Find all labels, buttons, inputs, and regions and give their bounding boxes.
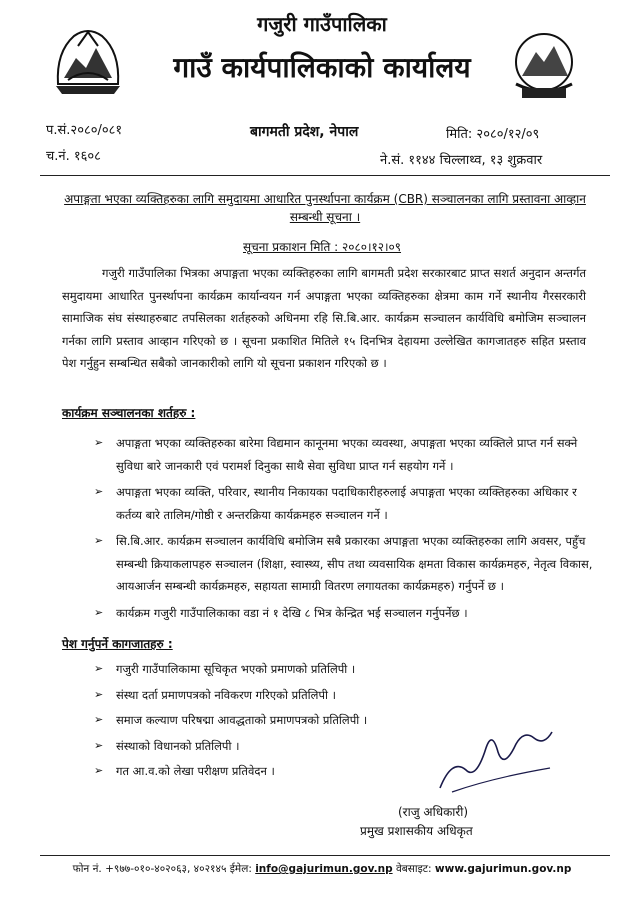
list-item: ➢ संस्था दर्ता प्रमाणपत्रको नविकरण गरिएको प्रतिलिपी । bbox=[94, 684, 494, 707]
footer-contact bbox=[0, 862, 644, 876]
header-divider bbox=[40, 175, 610, 176]
list-item: ➢ गत आ.व.को लेखा परीक्षण प्रतिवेदन । bbox=[94, 760, 494, 783]
conditions-list bbox=[94, 432, 600, 628]
arrow-bullet-icon: ➢ bbox=[94, 738, 104, 752]
arrow-bullet-icon: ➢ bbox=[94, 436, 104, 449]
signatory-name: (राजु अधिकारी) bbox=[398, 805, 469, 819]
footer-website-link[interactable]: www.gajurimun.gov.np bbox=[434, 863, 572, 875]
arrow-bullet-icon: ➢ bbox=[94, 764, 104, 777]
list-item: ➢ संस्थाको विधानको प्रतिलिपी । bbox=[94, 735, 494, 758]
list-item: ➢ गजुरी गाउँपालिकामा सूचिकृत भएको प्रमाणको प्रतिलिपी । bbox=[94, 658, 494, 681]
documents-heading: पेश गर्नुपर्ने कागजातहरु : bbox=[62, 637, 173, 651]
nepal-sambat-date: ने.सं. ११४४ चिल्लाथ्व, १३ शुक्रवार bbox=[380, 153, 543, 168]
arrow-bullet-icon: ➢ bbox=[94, 662, 104, 675]
list-item: ➢ अपाङ्गता भएका व्यक्तिहरुका बारेमा विद्यमान कानूनमा भएका व्यवस्था, अपाङ्गता भएका व्यक्तिले प्राप्त गर्न सक्ने सुविधा बारे जानकारी एवं परामर्श दिनुका साथै सेवा सुविधा प्राप्त गर्न सहयोग गर्ने । bbox=[94, 432, 600, 477]
list-item: ➢ समाज कल्याण परिषद्मा आवद्धताको प्रमाणपत्रको प्रतिलिपी । bbox=[94, 709, 494, 732]
list-item: ➢ सि.बि.आर. कार्यक्रम सञ्चालन कार्यविधि बमोजिम सबै प्रकारका अपाङ्गता भएका व्यक्तिहरुका लागि अवसर, पहुँच सम्बन्धी क्रियाकलापहरु सञ्चालन (शिक्षा, स्वास्थ्य, सीप तथा व्यवसायिक क्षमता विकास कार्यक्रमहरु, नेतृत्व विकास, आयआर्जन सम्बन्धी कार्यक्रमहरु, सहायता सामाग्री वितरण लगायतका कार्यक्रमहरु) गर्नुपर्ने छ । bbox=[94, 530, 600, 598]
signatory-title: प्रमुख प्रशासकीय अधिकृत bbox=[360, 824, 473, 838]
arrow-bullet-icon: ➢ bbox=[94, 687, 104, 701]
arrow-bullet-icon: ➢ bbox=[94, 485, 104, 498]
conditions-heading: कार्यक्रम सञ्चालनका शर्तहरु : bbox=[62, 406, 196, 420]
arrow-bullet-icon: ➢ bbox=[94, 605, 104, 619]
list-item: ➢ अपाङ्गता भएका व्यक्ति, परिवार, स्थानीय निकायका पदाधिकारीहरुलाई अपाङ्गता भएका व्यक्तिहरुका अधिकार र कर्तव्य बारे तालिम/गोष्ठी र अन्तरक्रिया कार्यक्रमहरु सञ्चालन गर्ने । bbox=[94, 481, 600, 526]
footer-email-link[interactable]: info@gajurimun.gov.np bbox=[255, 863, 393, 875]
footer-phone: फोन नं. +९७७-०१०-४०२०६३, ४०२१४५ ईमेल: bbox=[72, 863, 252, 875]
dispatch-number: च.नं. १६०८ bbox=[46, 149, 101, 164]
letter-number: प.सं.२०८०/०८१ bbox=[46, 123, 123, 138]
handwritten-signature bbox=[432, 718, 562, 798]
notice-body: गजुरी गाउँपालिका भित्रका अपाङ्गता भएका व्यक्तिहरुका लागि बागमती प्रदेश सरकारबाट प्राप्त सशर्त अनुदान अन्तर्गत समुदायमा आधारित पुनर्स्थापना कार्यक्रम कार्यान्वयन गर्न अपाङ्गता भएका व्यक्तिहरुका क्षेत्रमा काम गर्ने स्थानीय गैरसरकारी सामाजिक संघ संस्थाहरुबाट तपसिलका शर्तहरुको अधिनमा रहि सि.बि.आर. कार्यक्रम सञ्चालन कार्यविधि बमोजिम सञ्चालन गर्नका लागि प्रस्ताव आव्हान गरिएको छ । सूचना प्रकाशित मितिले १५ दिनभित्र देहायमा उल्लेखित कागजातहरु सहित प्रस्ताव पेश गर्नुहुन सम्बन्धित सबैको जानकारीको लागि यो सूचना प्रकाशन गरिएको छ । bbox=[62, 266, 586, 370]
municipality-name: गजुरी गाउँपालिका bbox=[257, 12, 387, 36]
list-item: ➢ कार्यक्रम गजुरी गाउँपालिकाका वडा नं १ देखि ८ भित्र केन्द्रित भई सञ्चालन गर्नुपर्नेछ । bbox=[94, 602, 600, 625]
office-name: गाउँ कार्यपालिकाको कार्यालय bbox=[173, 51, 471, 84]
arrow-bullet-icon: ➢ bbox=[94, 713, 104, 726]
footer-divider bbox=[40, 855, 610, 856]
office-address: बागमती प्रदेश, नेपाल bbox=[250, 124, 359, 140]
footer-web-label: वेबसाइट: bbox=[395, 863, 432, 875]
notice-subject: अपाङ्गता भएका व्यक्तिहरुका लागि समुदायमा आधारित पुनर्स्थापना कार्यक्रम (CBR) सञ्चालनका लागि प्रस्तावना आव्हान सम्बन्धी सूचना । bbox=[64, 192, 586, 224]
notice-date: सूचना प्रकाशन मिति : २०८०।१२।०९ bbox=[242, 240, 402, 254]
arrow-bullet-icon: ➢ bbox=[94, 534, 104, 547]
letter-date: मिति: २०८०/१२/०९ bbox=[446, 127, 540, 142]
